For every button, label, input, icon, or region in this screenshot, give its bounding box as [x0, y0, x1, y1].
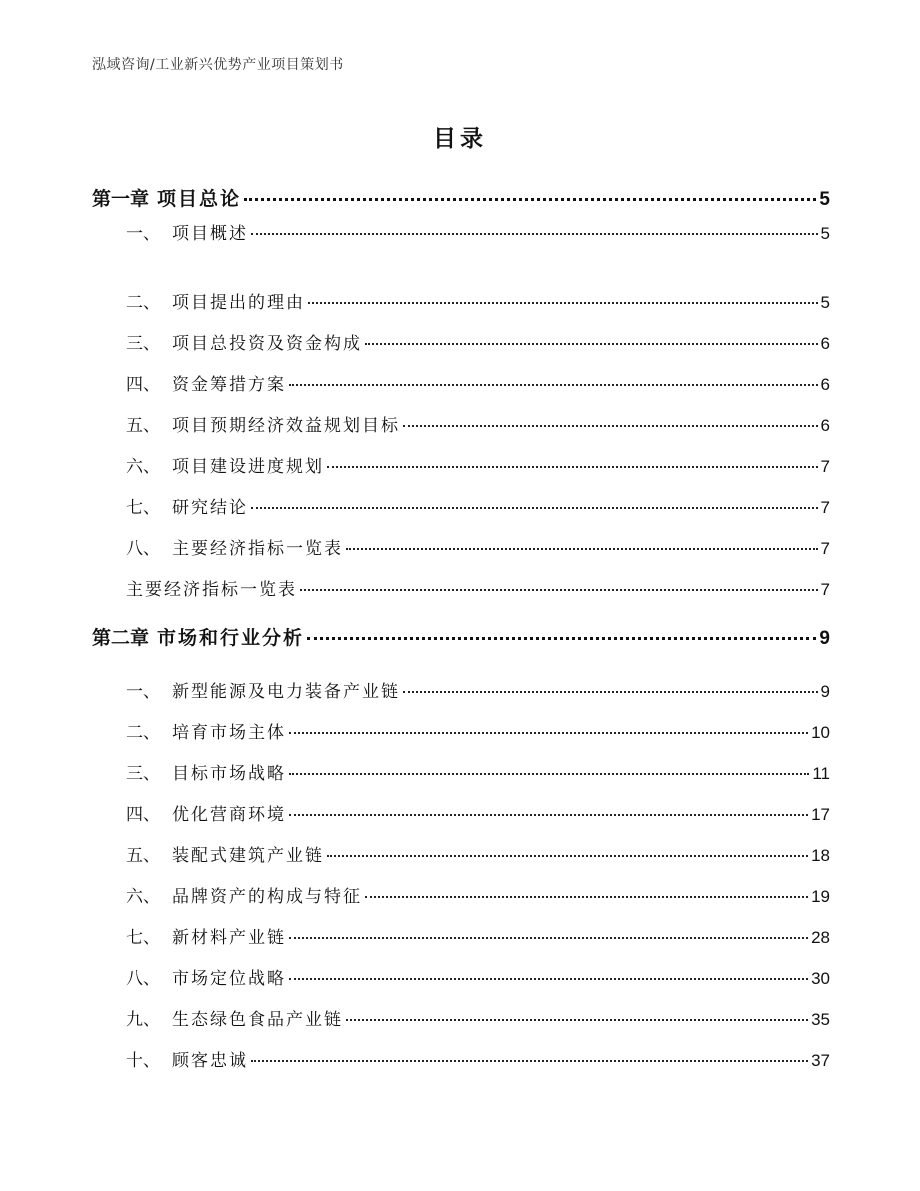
toc-entry[interactable] — [126, 219, 830, 244]
page-number: 9 — [819, 628, 830, 649]
section-title: 资金筹措方案 — [172, 375, 286, 395]
section-title: 装配式建筑产业链 — [172, 846, 324, 866]
page-number: 5 — [819, 189, 830, 210]
toc-chapter-1[interactable] — [92, 184, 830, 211]
page-number: 28 — [811, 928, 830, 947]
section-number: 七、 — [126, 928, 160, 948]
page-number: 19 — [811, 887, 830, 906]
section-title: 顾客忠诚 — [172, 1051, 248, 1071]
dot-leader — [289, 814, 808, 816]
section-number: 十、 — [126, 1051, 160, 1071]
section-title: 品牌资产的构成与特征 — [172, 887, 362, 907]
dot-leader — [403, 425, 818, 427]
section-number: 五、 — [126, 416, 160, 436]
page-number: 5 — [820, 293, 830, 312]
toc-entry[interactable] — [126, 370, 830, 395]
dot-leader — [365, 896, 808, 898]
dot-leader — [327, 855, 808, 857]
page-number: 6 — [820, 416, 830, 435]
page-number: 11 — [812, 764, 830, 783]
section-number: 四、 — [126, 375, 160, 395]
section-number: 三、 — [126, 764, 160, 784]
page-number: 30 — [811, 969, 830, 988]
dot-leader — [365, 343, 818, 345]
page-number: 6 — [820, 334, 830, 353]
toc-entry[interactable] — [126, 718, 830, 743]
toc-entry[interactable] — [126, 923, 830, 948]
section-title: 新型能源及电力装备产业链 — [172, 682, 400, 702]
page-number: 18 — [811, 846, 830, 865]
dot-leader — [251, 1060, 808, 1062]
page-number: 7 — [820, 539, 830, 558]
section-number: 八、 — [126, 969, 160, 989]
dot-leader — [327, 466, 818, 468]
toc-entry[interactable] — [126, 882, 830, 907]
section-title: 培育市场主体 — [172, 723, 286, 743]
section-title: 项目总投资及资金构成 — [172, 334, 362, 354]
section-title: 新材料产业链 — [172, 928, 286, 948]
page-number: 6 — [820, 375, 830, 394]
dot-leader — [289, 937, 808, 939]
toc-entry[interactable] — [126, 964, 830, 989]
dot-leader — [251, 507, 818, 509]
section-number: 六、 — [126, 887, 160, 907]
dot-leader — [346, 1019, 808, 1021]
toc-entry[interactable] — [126, 841, 830, 866]
toc-entry[interactable] — [126, 288, 830, 313]
dot-leader — [289, 773, 809, 775]
section-title: 项目概述 — [172, 224, 248, 244]
page-number: 7 — [820, 498, 830, 517]
section-title: 市场定位战略 — [172, 969, 286, 989]
page-number: 17 — [811, 805, 830, 824]
section-title: 项目建设进度规划 — [172, 457, 324, 477]
page-number: 10 — [811, 723, 830, 742]
toc-entry[interactable] — [126, 575, 830, 600]
dot-leader — [244, 198, 816, 201]
toc-chapter-2[interactable] — [92, 623, 830, 650]
dot-leader — [346, 548, 818, 550]
dot-leader — [403, 691, 818, 693]
toc-entry[interactable] — [126, 329, 830, 354]
chapter-number: 第二章 — [92, 627, 150, 649]
section-number: 九、 — [126, 1010, 160, 1030]
toc-entry[interactable] — [126, 1005, 830, 1030]
section-title: 项目提出的理由 — [172, 293, 305, 313]
page-number: 7 — [820, 580, 830, 599]
running-header: 泓域咨询/工业新兴优势产业项目策划书 — [92, 57, 344, 73]
page-title: 目录 — [433, 126, 487, 152]
section-number: 一、 — [126, 224, 160, 244]
toc-entry[interactable] — [126, 800, 830, 825]
toc-entry[interactable] — [126, 677, 830, 702]
section-number: 三、 — [126, 334, 160, 354]
section-number: 六、 — [126, 457, 160, 477]
section-title: 项目预期经济效益规划目标 — [172, 416, 400, 436]
toc-entry[interactable] — [126, 1046, 830, 1071]
section-number: 五、 — [126, 846, 160, 866]
page-number: 35 — [811, 1010, 830, 1029]
chapter-title: 项目总论 — [157, 188, 242, 210]
page-number: 5 — [820, 224, 830, 243]
section-title: 主要经济指标一览表 — [172, 539, 343, 559]
dot-leader — [307, 637, 816, 640]
section-title: 主要经济指标一览表 — [126, 580, 297, 600]
dot-leader — [308, 302, 818, 304]
page-number: 9 — [820, 682, 830, 701]
page-number: 37 — [811, 1051, 830, 1070]
dot-leader — [251, 233, 818, 235]
toc-entry[interactable] — [126, 411, 830, 436]
section-title: 生态绿色食品产业链 — [172, 1010, 343, 1030]
dot-leader — [300, 589, 818, 591]
section-number: 七、 — [126, 498, 160, 518]
toc-entry[interactable] — [126, 452, 830, 477]
toc-entry[interactable] — [126, 534, 830, 559]
section-title: 研究结论 — [172, 498, 248, 518]
page-number: 7 — [820, 457, 830, 476]
chapter-title: 市场和行业分析 — [157, 627, 305, 649]
toc-entry[interactable] — [126, 759, 830, 784]
section-title: 优化营商环境 — [172, 805, 286, 825]
section-number: 二、 — [126, 723, 160, 743]
section-number: 八、 — [126, 539, 160, 559]
dot-leader — [289, 732, 808, 734]
section-number: 四、 — [126, 805, 160, 825]
dot-leader — [289, 978, 808, 980]
toc-entry[interactable] — [126, 493, 830, 518]
chapter-number: 第一章 — [92, 188, 150, 210]
section-number: 一、 — [126, 682, 160, 702]
section-title: 目标市场战略 — [172, 764, 286, 784]
section-number: 二、 — [126, 293, 160, 313]
dot-leader — [289, 384, 818, 386]
